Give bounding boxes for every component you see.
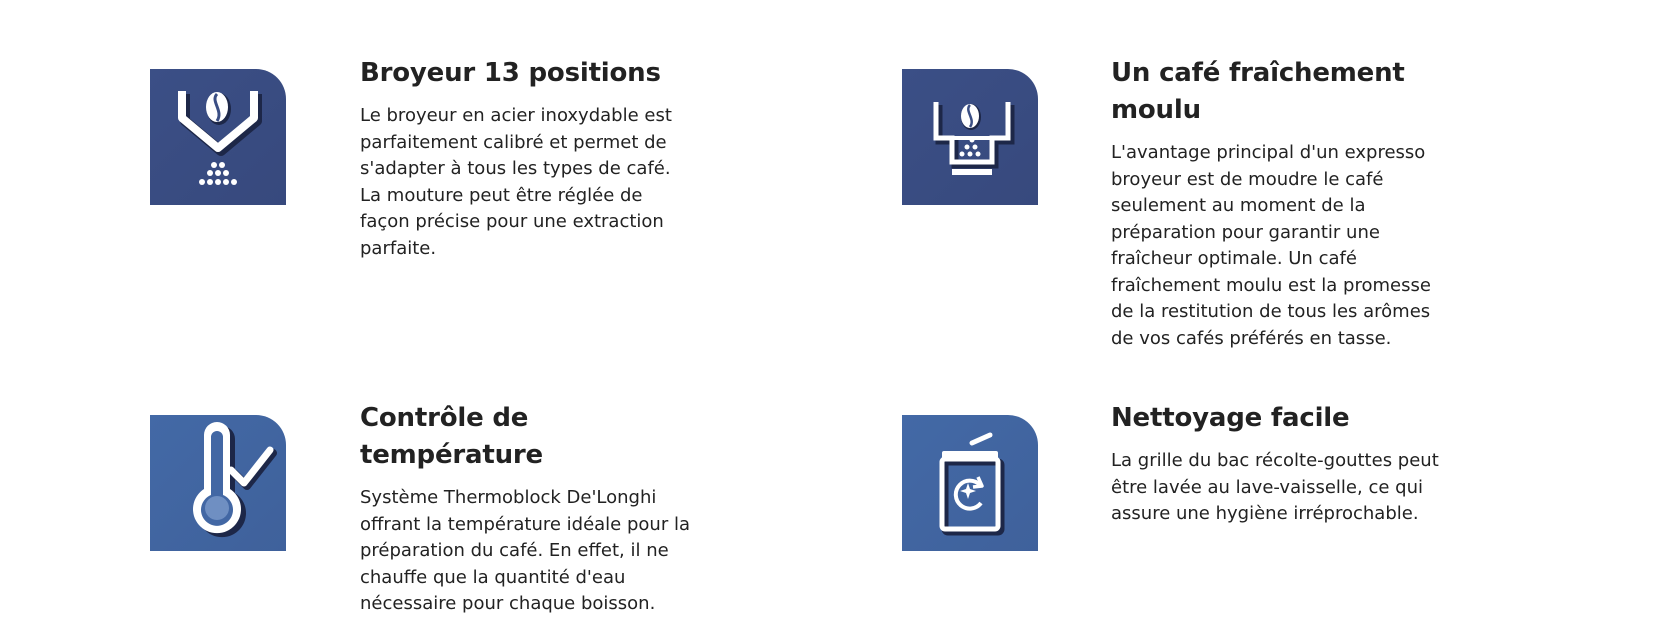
feature-text xyxy=(1111,400,1446,528)
feature-description: L'avantage principal d'un expresso broyeur est de moudre le café seulement au moment de la préparation pour garantir une fraîcheur optimale. Un café fraîchement moulu est la promesse de la restitution de tous les arômes de vos cafés préférés en tasse. xyxy=(1111,142,1431,349)
drip-tray-cleaning-icon xyxy=(902,415,1038,551)
thermometer-check-icon xyxy=(150,415,286,551)
grinder-icon xyxy=(150,69,286,205)
feature-description: Le broyeur en acier inoxydable est parfaitement calibré et permet de s'adapter à tous les types de café. La mouture peut être réglée de façon précise pour une extraction parfaite. xyxy=(360,105,672,259)
feature-title: Nettoyage facile xyxy=(1111,403,1350,433)
feature-title: Contrôle de température xyxy=(360,403,543,470)
feature-text xyxy=(360,55,695,262)
feature-description: Système Thermoblock De'Longhi offrant la température idéale pour la préparation du café. En effet, il ne chauffe que la quantité d'eau nécessaire pour chaque boisson. xyxy=(360,487,690,614)
feature-title: Broyeur 13 positions xyxy=(360,58,661,88)
feature-title: Un café fraîchement moulu xyxy=(1111,58,1405,125)
fresh-ground-coffee-icon xyxy=(902,69,1038,205)
feature-description: La grille du bac récolte-gouttes peut être lavée au lave-vaisselle, ce qui assure une hygiène irréprochable. xyxy=(1111,450,1439,524)
feature-text xyxy=(1111,55,1456,352)
feature-text xyxy=(360,400,705,618)
